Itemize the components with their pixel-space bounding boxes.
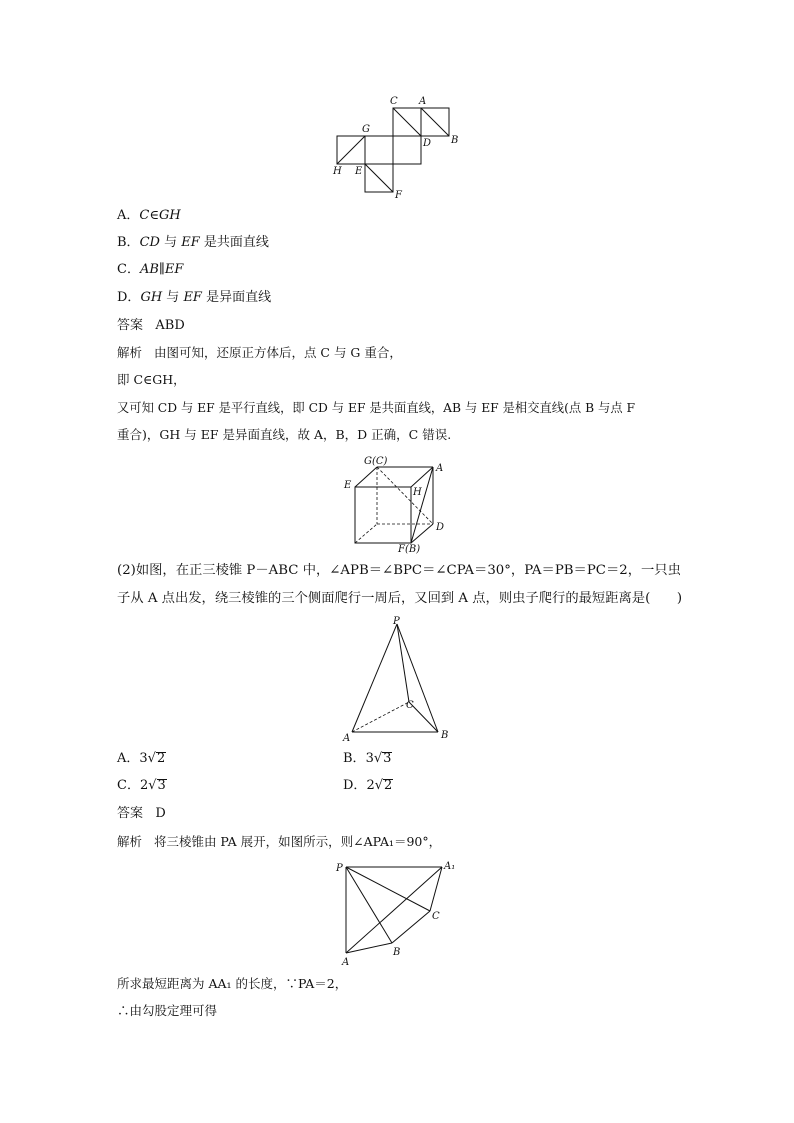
unfolded-pyramid-figure <box>334 855 464 967</box>
q2-option-a: A．3√2 <box>117 751 166 766</box>
cube-figure <box>340 454 460 558</box>
label-C: C <box>432 911 440 922</box>
label-A: A <box>343 733 351 744</box>
q1-analysis-line4: 重合)，GH 与 EF 是异面直线，故 A，B，D 正确，C 错误. <box>117 427 452 442</box>
q2-answer: 答案 D <box>117 806 166 821</box>
label-A: A <box>419 96 427 107</box>
label-A: A <box>342 957 350 967</box>
label-C: C <box>406 700 414 711</box>
q2-stem-line1: (2)如图，在正三棱锥 P－ABC 中，∠APB＝∠BPC＝∠CPA＝30°，PA＝PB＝PC＝2，一只虫 <box>117 563 681 578</box>
q1-option-b: B．CD 与 EF 是共面直线 <box>117 235 269 250</box>
q2-option-d: D．2√2 <box>343 778 393 793</box>
q1-option-c: C．AB∥EF <box>117 262 184 277</box>
cube-net-figure <box>330 92 465 204</box>
q1-answer: 答案 ABD <box>117 318 185 333</box>
label-D: D <box>436 522 445 533</box>
label-A: A <box>436 463 444 474</box>
label-E: E <box>344 480 352 491</box>
label-P: P <box>393 616 400 627</box>
q1-option-a: A．C∈GH <box>117 208 181 223</box>
q1-analysis-line1: 解析 由图可知，还原正方体后，点 C 与 G 重合， <box>117 345 402 360</box>
label-B: B <box>393 947 401 958</box>
label-H: H <box>413 487 422 498</box>
label-E: E <box>355 166 363 177</box>
q1-analysis-line2: 即 C∈GH， <box>117 372 186 387</box>
q2-conclusion-line1: 所求最短距离为 AA₁ 的长度，∵PA＝2， <box>117 976 348 991</box>
label-G: G <box>362 124 370 135</box>
q1-analysis-line3: 又可知 CD 与 EF 是平行直线，即 CD 与 EF 是共面直线，AB 与 EF 是相交直线(点 B 与点 F <box>117 401 636 415</box>
q2-option-b: B．3√3 <box>343 751 392 766</box>
label-B: B <box>441 730 449 741</box>
label-P: P <box>336 863 343 874</box>
label-F: F <box>395 190 402 201</box>
label-FB: F(B) <box>398 544 421 555</box>
label-D: D <box>423 138 432 149</box>
q2-option-c: C．2√3 <box>117 778 166 793</box>
q2-conclusion-line2: ∴由勾股定理可得 <box>117 1003 218 1018</box>
label-B: B <box>451 135 459 146</box>
q2-analysis-line1: 解析 将三棱锥由 PA 展开，如图所示，则∠APA₁＝90°， <box>117 834 442 849</box>
q1-option-d: D．GH 与 EF 是异面直线 <box>117 290 272 305</box>
label-C: C <box>390 96 398 107</box>
label-H: H <box>333 166 342 177</box>
label-A1: A₁ <box>444 861 456 872</box>
pyramid-figure <box>340 614 460 744</box>
label-GC: G(C) <box>364 456 388 467</box>
q2-stem-line2: 子从 A 点出发，绕三棱锥的三个侧面爬行一周后，又回到 A 点，则虫子爬行的最短距离是( ) <box>117 591 683 606</box>
